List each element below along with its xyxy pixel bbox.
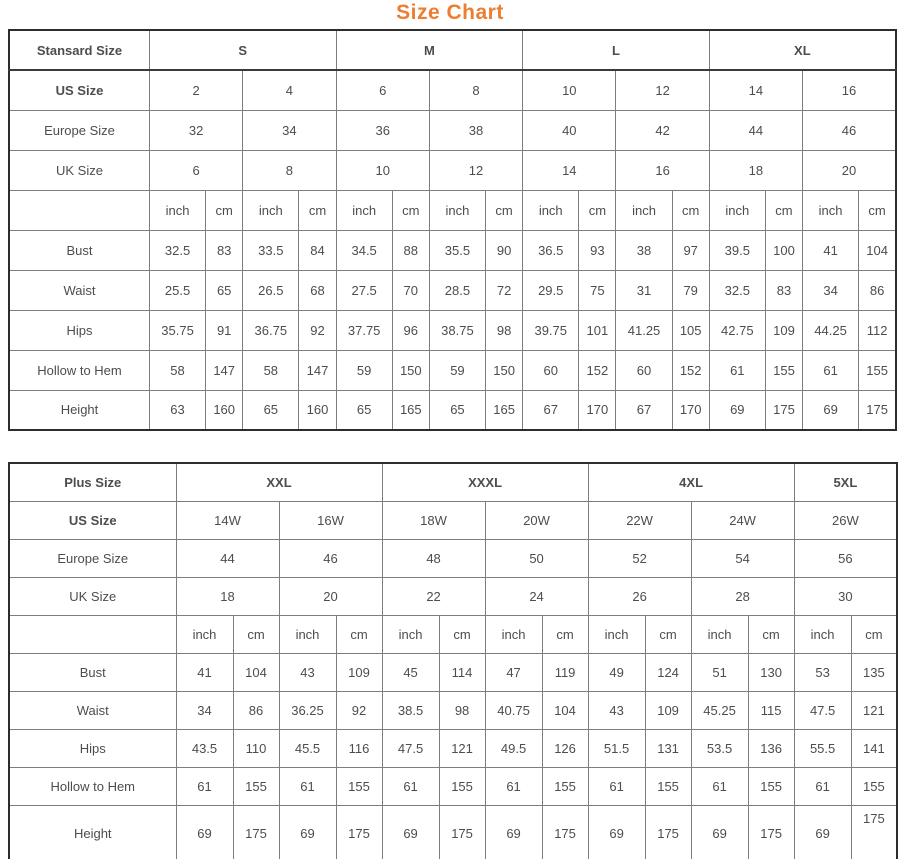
unit-cm-cell: cm (486, 190, 523, 230)
size-info-row (9, 150, 896, 190)
size-name-cell: S (149, 30, 336, 70)
measure-value-cell: 27.5 (336, 270, 392, 310)
unit-cm-cell: cm (206, 190, 243, 230)
size-info-row (9, 501, 897, 539)
size-value-cell: 28 (691, 577, 794, 615)
standard-size-table (8, 29, 897, 431)
measure-value-cell: 155 (851, 767, 897, 805)
measure-value-cell: 160 (299, 390, 336, 430)
measure-value-cell: 33.5 (243, 230, 299, 270)
measure-value-cell: 65 (243, 390, 299, 430)
unit-cm-cell: cm (299, 190, 336, 230)
measure-value-cell: 59 (429, 350, 485, 390)
measure-value-cell: 35.75 (149, 310, 205, 350)
measure-value-cell: 51 (691, 653, 748, 691)
measure-value-cell: 61 (176, 767, 233, 805)
size-value-cell: 18 (176, 577, 279, 615)
measure-value-cell: 40.75 (485, 691, 542, 729)
row-label: Bust (9, 230, 149, 270)
size-value-cell: 22 (382, 577, 485, 615)
measure-value-cell: 109 (336, 653, 382, 691)
size-value-cell: 14 (523, 150, 616, 190)
measure-value-cell: 65 (336, 390, 392, 430)
unit-cm-cell: cm (859, 190, 896, 230)
size-name-cell: M (336, 30, 523, 70)
measure-value-cell: 175 (233, 805, 279, 859)
measure-value-cell: 175 (645, 805, 691, 859)
measure-value-cell: 155 (765, 350, 802, 390)
size-value-cell: 54 (691, 539, 794, 577)
measure-value-cell: 97 (672, 230, 709, 270)
unit-cm-cell: cm (765, 190, 802, 230)
size-info-row (9, 110, 896, 150)
measure-value-cell: 96 (392, 310, 429, 350)
measure-value-cell: 61 (588, 767, 645, 805)
size-value-cell: 56 (794, 539, 897, 577)
size-value-cell: 26W (794, 501, 897, 539)
measure-value-cell: 160 (206, 390, 243, 430)
measure-value-cell: 36.25 (279, 691, 336, 729)
measure-value-cell: 93 (579, 230, 616, 270)
measure-value-cell: 152 (672, 350, 709, 390)
measure-value-cell: 136 (748, 729, 794, 767)
measure-value-cell: 61 (382, 767, 439, 805)
unit-inch-cell: inch (279, 615, 336, 653)
measure-value-cell: 37.75 (336, 310, 392, 350)
unit-cm-cell: cm (851, 615, 897, 653)
measure-value-cell: 147 (206, 350, 243, 390)
size-category-label: Stansard Size (9, 30, 149, 70)
empty-cell (9, 190, 149, 230)
measure-value-cell: 104 (859, 230, 896, 270)
size-value-cell: 18W (382, 501, 485, 539)
measure-value-cell: 126 (542, 729, 588, 767)
unit-inch-cell: inch (523, 190, 579, 230)
size-name-cell: L (523, 30, 710, 70)
measure-value-cell: 34.5 (336, 230, 392, 270)
measure-value-cell: 175 (851, 805, 897, 859)
size-value-cell: 20W (485, 501, 588, 539)
measure-value-cell: 36.5 (523, 230, 579, 270)
measure-value-cell: 53.5 (691, 729, 748, 767)
measure-value-cell: 39.75 (523, 310, 579, 350)
size-value-cell: 10 (336, 150, 429, 190)
measure-value-cell: 69 (709, 390, 765, 430)
size-value-cell: 40 (523, 110, 616, 150)
size-info-row (9, 577, 897, 615)
measure-row (9, 390, 896, 430)
measure-value-cell: 119 (542, 653, 588, 691)
measure-value-cell: 32.5 (149, 230, 205, 270)
size-value-cell: 44 (709, 110, 802, 150)
measure-value-cell: 175 (439, 805, 485, 859)
size-value-cell: 14W (176, 501, 279, 539)
measure-value-cell: 42.75 (709, 310, 765, 350)
measure-value-cell: 90 (486, 230, 523, 270)
unit-cm-cell: cm (672, 190, 709, 230)
measure-value-cell: 65 (206, 270, 243, 310)
measure-value-cell: 115 (748, 691, 794, 729)
measure-value-cell: 175 (336, 805, 382, 859)
row-label: Europe Size (9, 539, 176, 577)
unit-inch-cell: inch (176, 615, 233, 653)
unit-inch-cell: inch (803, 190, 859, 230)
size-value-cell: 48 (382, 539, 485, 577)
row-label: Hollow to Hem (9, 767, 176, 805)
size-value-cell: 10 (523, 70, 616, 110)
measure-value-cell: 60 (616, 350, 672, 390)
measure-value-cell: 67 (616, 390, 672, 430)
measure-value-cell: 121 (851, 691, 897, 729)
measure-value-cell: 100 (765, 230, 802, 270)
measure-row (9, 805, 897, 859)
unit-cm-cell: cm (645, 615, 691, 653)
measure-value-cell: 59 (336, 350, 392, 390)
size-value-cell: 8 (429, 70, 522, 110)
measure-value-cell: 58 (243, 350, 299, 390)
unit-inch-cell: inch (336, 190, 392, 230)
measure-value-cell: 61 (803, 350, 859, 390)
measure-value-cell: 70 (392, 270, 429, 310)
measure-value-cell: 150 (392, 350, 429, 390)
measure-value-cell: 155 (645, 767, 691, 805)
measure-row (9, 230, 896, 270)
unit-cm-cell: cm (542, 615, 588, 653)
measure-value-cell: 155 (542, 767, 588, 805)
size-info-row (9, 70, 896, 110)
measure-value-cell: 25.5 (149, 270, 205, 310)
measure-value-cell: 175 (859, 390, 896, 430)
measure-value-cell: 98 (439, 691, 485, 729)
unit-cm-cell: cm (748, 615, 794, 653)
measure-value-cell: 69 (803, 390, 859, 430)
unit-inch-cell: inch (149, 190, 205, 230)
size-value-cell: 24W (691, 501, 794, 539)
unit-cm-cell: cm (336, 615, 382, 653)
measure-value-cell: 43.5 (176, 729, 233, 767)
unit-cm-cell: cm (392, 190, 429, 230)
unit-inch-cell: inch (709, 190, 765, 230)
measure-value-cell: 32.5 (709, 270, 765, 310)
measure-value-cell: 68 (299, 270, 336, 310)
size-value-cell: 46 (803, 110, 896, 150)
measure-value-cell: 69 (279, 805, 336, 859)
size-value-cell: 16 (803, 70, 896, 110)
measure-value-cell: 83 (765, 270, 802, 310)
measure-value-cell: 69 (691, 805, 748, 859)
measure-value-cell: 55.5 (794, 729, 851, 767)
row-label: UK Size (9, 150, 149, 190)
measure-row (9, 653, 897, 691)
row-label: Europe Size (9, 110, 149, 150)
measure-value-cell: 152 (579, 350, 616, 390)
measure-value-cell: 175 (765, 390, 802, 430)
measure-value-cell: 150 (486, 350, 523, 390)
row-label: Height (9, 805, 176, 859)
measure-value-cell: 72 (486, 270, 523, 310)
size-value-cell: 16 (616, 150, 709, 190)
size-value-cell: 14 (709, 70, 802, 110)
measure-value-cell: 104 (233, 653, 279, 691)
measure-value-cell: 98 (486, 310, 523, 350)
measure-row (9, 691, 897, 729)
size-name-cell: XXL (176, 463, 382, 501)
size-value-cell: 8 (243, 150, 336, 190)
size-value-cell: 12 (429, 150, 522, 190)
size-value-cell: 6 (336, 70, 429, 110)
row-label: US Size (9, 70, 149, 110)
unit-cm-cell: cm (439, 615, 485, 653)
measure-value-cell: 38.5 (382, 691, 439, 729)
size-info-row (9, 539, 897, 577)
size-value-cell: 30 (794, 577, 897, 615)
measure-row (9, 270, 896, 310)
measure-value-cell: 35.5 (429, 230, 485, 270)
size-header-row (9, 30, 896, 70)
row-label: Hips (9, 310, 149, 350)
measure-value-cell: 116 (336, 729, 382, 767)
measure-value-cell: 34 (803, 270, 859, 310)
measure-value-cell: 75 (579, 270, 616, 310)
measure-value-cell: 29.5 (523, 270, 579, 310)
size-value-cell: 20 (803, 150, 896, 190)
measure-value-cell: 61 (794, 767, 851, 805)
measure-value-cell: 41 (176, 653, 233, 691)
measure-value-cell: 121 (439, 729, 485, 767)
measure-value-cell: 39.5 (709, 230, 765, 270)
unit-inch-cell: inch (794, 615, 851, 653)
measure-value-cell: 47.5 (382, 729, 439, 767)
measure-value-cell: 112 (859, 310, 896, 350)
unit-inch-cell: inch (485, 615, 542, 653)
measure-value-cell: 79 (672, 270, 709, 310)
measure-value-cell: 45.25 (691, 691, 748, 729)
unit-inch-cell: inch (429, 190, 485, 230)
measure-value-cell: 175 (542, 805, 588, 859)
measure-row (9, 350, 896, 390)
row-label: Waist (9, 270, 149, 310)
measure-value-cell: 49.5 (485, 729, 542, 767)
size-value-cell: 24 (485, 577, 588, 615)
size-value-cell: 36 (336, 110, 429, 150)
measure-value-cell: 109 (765, 310, 802, 350)
row-label: Bust (9, 653, 176, 691)
unit-cm-cell: cm (579, 190, 616, 230)
unit-cm-cell: cm (233, 615, 279, 653)
measure-value-cell: 84 (299, 230, 336, 270)
measure-value-cell: 41 (803, 230, 859, 270)
row-label: Height (9, 390, 149, 430)
measure-value-cell: 31 (616, 270, 672, 310)
row-label: Hips (9, 729, 176, 767)
page-title: Size Chart (396, 1, 504, 24)
size-value-cell: 16W (279, 501, 382, 539)
measure-value-cell: 41.25 (616, 310, 672, 350)
measure-value-cell: 170 (672, 390, 709, 430)
size-value-cell: 50 (485, 539, 588, 577)
measure-value-cell: 47.5 (794, 691, 851, 729)
measure-value-cell: 65 (429, 390, 485, 430)
measure-value-cell: 124 (645, 653, 691, 691)
size-value-cell: 18 (709, 150, 802, 190)
measure-value-cell: 114 (439, 653, 485, 691)
size-value-cell: 42 (616, 110, 709, 150)
measure-value-cell: 175 (748, 805, 794, 859)
measure-value-cell: 130 (748, 653, 794, 691)
size-name-cell: XXXL (382, 463, 588, 501)
size-name-cell: 5XL (794, 463, 897, 501)
measure-value-cell: 131 (645, 729, 691, 767)
measure-value-cell: 38 (616, 230, 672, 270)
measure-value-cell: 91 (206, 310, 243, 350)
measure-value-cell: 155 (859, 350, 896, 390)
measure-value-cell: 61 (485, 767, 542, 805)
measure-value-cell: 67 (523, 390, 579, 430)
size-value-cell: 2 (149, 70, 242, 110)
measure-value-cell: 110 (233, 729, 279, 767)
measure-value-cell: 155 (336, 767, 382, 805)
measure-row (9, 729, 897, 767)
measure-value-cell: 47 (485, 653, 542, 691)
measure-value-cell: 36.75 (243, 310, 299, 350)
size-value-cell: 32 (149, 110, 242, 150)
measure-value-cell: 45 (382, 653, 439, 691)
measure-value-cell: 104 (542, 691, 588, 729)
size-value-cell: 22W (588, 501, 691, 539)
measure-value-cell: 28.5 (429, 270, 485, 310)
measure-value-cell: 61 (279, 767, 336, 805)
measure-value-cell: 88 (392, 230, 429, 270)
measure-value-cell: 109 (645, 691, 691, 729)
unit-row (9, 615, 897, 653)
measure-value-cell: 69 (382, 805, 439, 859)
measure-value-cell: 165 (486, 390, 523, 430)
size-value-cell: 44 (176, 539, 279, 577)
size-value-cell: 12 (616, 70, 709, 110)
unit-inch-cell: inch (588, 615, 645, 653)
unit-inch-cell: inch (691, 615, 748, 653)
measure-value-cell: 135 (851, 653, 897, 691)
measure-value-cell: 101 (579, 310, 616, 350)
row-label: Hollow to Hem (9, 350, 149, 390)
row-label: US Size (9, 501, 176, 539)
measure-value-cell: 83 (206, 230, 243, 270)
size-value-cell: 34 (243, 110, 336, 150)
measure-value-cell: 49 (588, 653, 645, 691)
empty-cell (9, 615, 176, 653)
size-value-cell: 52 (588, 539, 691, 577)
measure-value-cell: 69 (794, 805, 851, 859)
unit-row (9, 190, 896, 230)
measure-value-cell: 69 (588, 805, 645, 859)
measure-value-cell: 26.5 (243, 270, 299, 310)
measure-value-cell: 165 (392, 390, 429, 430)
measure-value-cell: 60 (523, 350, 579, 390)
size-value-cell: 38 (429, 110, 522, 150)
measure-value-cell: 45.5 (279, 729, 336, 767)
unit-inch-cell: inch (616, 190, 672, 230)
measure-value-cell: 86 (233, 691, 279, 729)
size-value-cell: 4 (243, 70, 336, 110)
measure-value-cell: 155 (439, 767, 485, 805)
size-value-cell: 46 (279, 539, 382, 577)
unit-inch-cell: inch (243, 190, 299, 230)
measure-value-cell: 69 (176, 805, 233, 859)
measure-value-cell: 63 (149, 390, 205, 430)
measure-value-cell: 92 (336, 691, 382, 729)
measure-value-cell: 43 (279, 653, 336, 691)
size-name-cell: XL (709, 30, 896, 70)
size-value-cell: 6 (149, 150, 242, 190)
measure-value-cell: 44.25 (803, 310, 859, 350)
measure-value-cell: 58 (149, 350, 205, 390)
measure-value-cell: 92 (299, 310, 336, 350)
measure-value-cell: 61 (709, 350, 765, 390)
size-value-cell: 20 (279, 577, 382, 615)
measure-value-cell: 51.5 (588, 729, 645, 767)
row-label: Waist (9, 691, 176, 729)
measure-value-cell: 170 (579, 390, 616, 430)
measure-row (9, 310, 896, 350)
measure-value-cell: 69 (485, 805, 542, 859)
size-name-cell: 4XL (588, 463, 794, 501)
measure-row (9, 767, 897, 805)
measure-value-cell: 53 (794, 653, 851, 691)
measure-value-cell: 147 (299, 350, 336, 390)
measure-value-cell: 61 (691, 767, 748, 805)
row-label: UK Size (9, 577, 176, 615)
size-header-row (9, 463, 897, 501)
size-category-label: Plus Size (9, 463, 176, 501)
measure-value-cell: 155 (748, 767, 794, 805)
measure-value-cell: 38.75 (429, 310, 485, 350)
measure-value-cell: 34 (176, 691, 233, 729)
size-value-cell: 26 (588, 577, 691, 615)
measure-value-cell: 141 (851, 729, 897, 767)
unit-inch-cell: inch (382, 615, 439, 653)
measure-value-cell: 86 (859, 270, 896, 310)
measure-value-cell: 43 (588, 691, 645, 729)
measure-value-cell: 105 (672, 310, 709, 350)
measure-value-cell: 155 (233, 767, 279, 805)
plus-size-table (8, 462, 898, 859)
